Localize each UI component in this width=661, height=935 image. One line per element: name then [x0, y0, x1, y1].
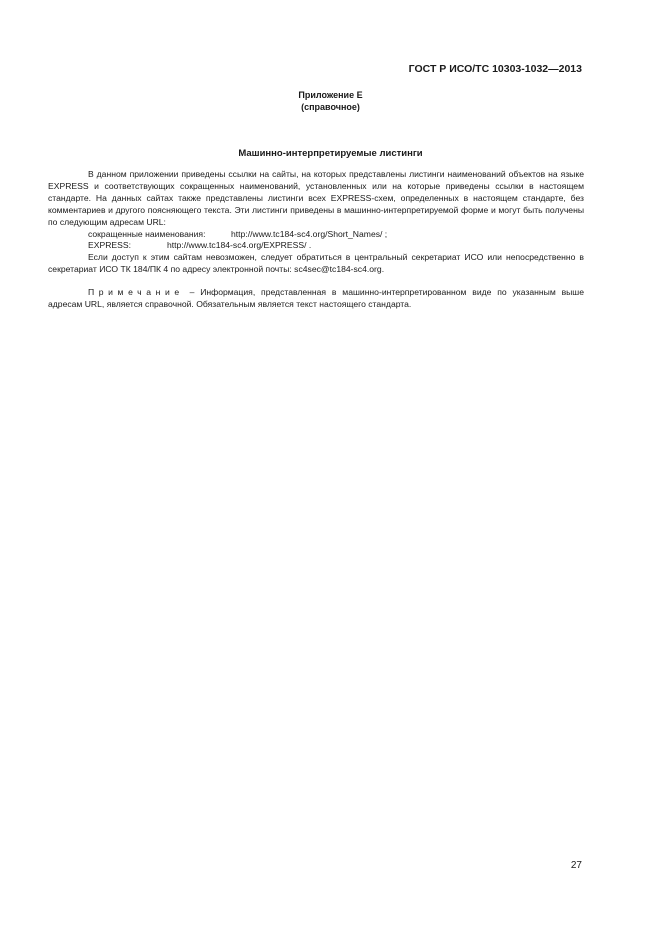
intro-paragraph: В данном приложении приведены ссылки на сайты, на которых представлены листинги наименований объектов на языке EXPRESS и соответствующих сокращенных наименований, установленных или на которые приведены ссылки в настоящем стандарте. На данных сайтах также представлены листинги всех EXPRESS-схем, определенных в настоящем стандарте, без комментариев и другого поясняющего текста. Эти листинги приведены в машинно-интерпретируемой форме и могут быть получены по следующим адресам URL:: [48, 169, 584, 227]
contact-paragraph: Если доступ к этим сайтам невозможен, следует обратиться в центральный секретариат ИСО или непосредственно в секретариат ИСО ТК 184/ПК 4 по адресу электронной почты: sc4sec@tc184-sc4.org.: [48, 252, 584, 275]
url-link[interactable]: http://www.tc184-sc4.org/Short_Names/ ;: [231, 228, 388, 239]
appendix-label: Приложение Е: [298, 90, 363, 100]
section-title: Машинно-интерпретируемые листинги: [238, 148, 423, 159]
url-row-express: [48, 240, 584, 252]
standard-code: ГОСТ Р ИСО/ТС 10303-1032—2013: [408, 63, 582, 75]
url-label: EXPRESS:: [88, 240, 131, 251]
appendix-heading: [0, 89, 661, 113]
page-number: 27: [570, 860, 582, 871]
note-label: Примечание: [88, 287, 184, 297]
body-text: [48, 169, 584, 276]
note-text: – Информация, представленная в машинно-интерпретированном виде по указанным выше адресам URL, является справочной. Обязательным является текст настоящего стандарта.: [48, 287, 584, 309]
appendix-type: (справочное): [301, 102, 360, 112]
url-row-short-names: [48, 229, 584, 241]
note-paragraph: [48, 287, 584, 311]
url-label: сокращенные наименования:: [88, 228, 206, 239]
url-link[interactable]: http://www.tc184-sc4.org/EXPRESS/ .: [167, 240, 312, 251]
